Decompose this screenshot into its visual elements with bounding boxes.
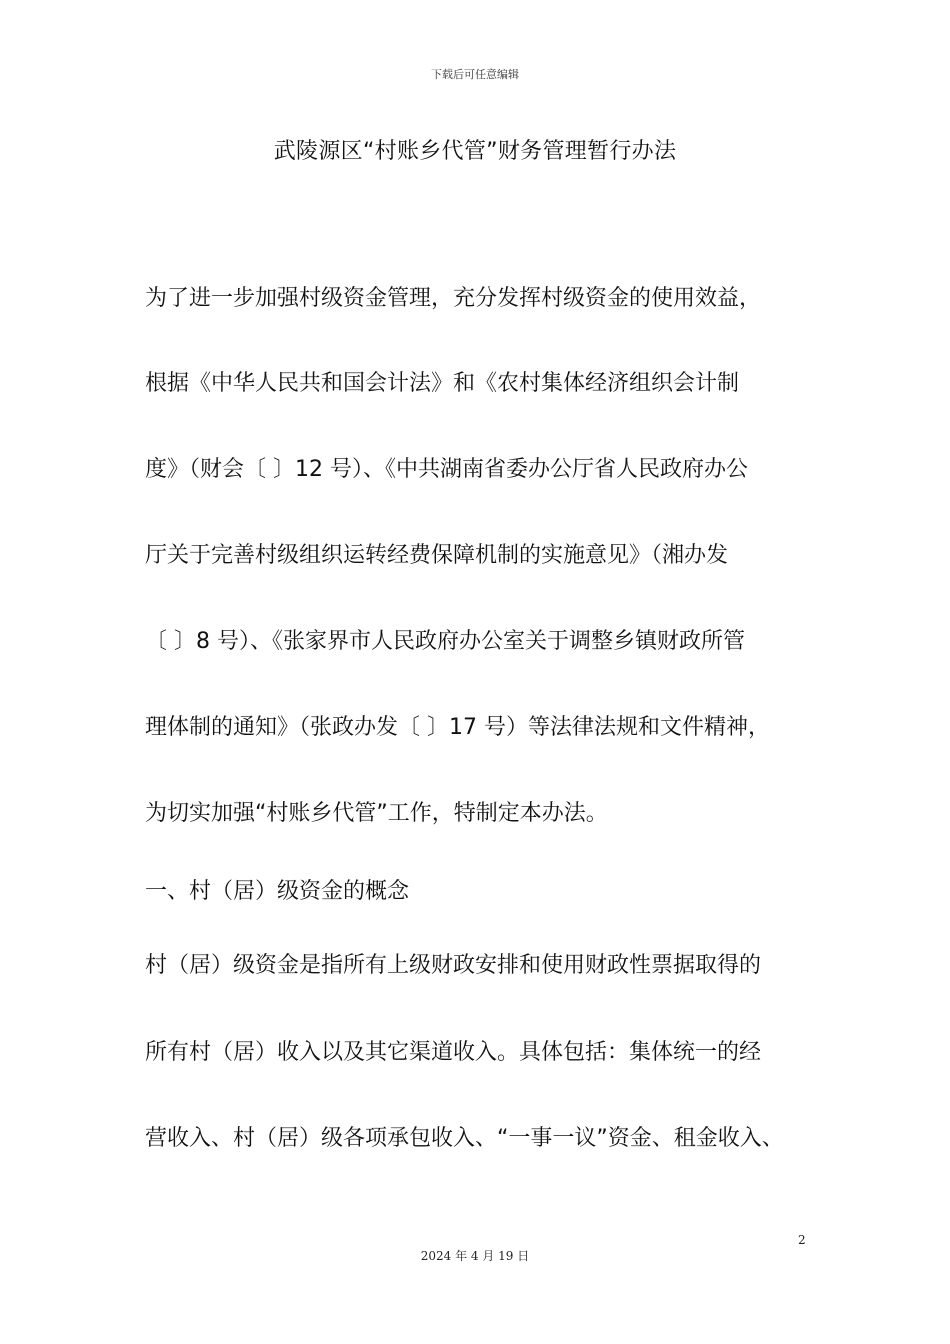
section-heading: 一、村（居）级资金的概念: [145, 879, 410, 904]
body-line-5: 〔 〕8 号）、《张家界市人民政府办公室关于调整乡镇财政所管: [145, 629, 745, 654]
body-line-3: 度》（财会〔 〕12 号）、《中共湖南省委办公厅省人民政府办公: [145, 457, 748, 482]
body-line-1: 为了进一步加强村级资金管理，充分发挥村级资金的使用效益，: [145, 286, 762, 311]
body-line-7: 为切实加强“村账乡代管”工作，特制定本办法。: [145, 801, 608, 826]
page-number: 2: [798, 1233, 806, 1247]
footer-date: 2024 年 4 月 19 日: [420, 1249, 530, 1263]
body-line-9: 村（居）级资金是指所有上级财政安排和使用财政性票据取得的: [145, 953, 762, 978]
document-title: 武陵源区“村账乡代管”财务管理暂行办法: [273, 139, 677, 164]
body-line-4: 厅关于完善村级组织运转经费保障机制的实施意见》（湘办发: [145, 543, 729, 568]
body-line-6: 理体制的通知》（张政办发〔 〕17 号）等法律法规和文件精神，: [145, 715, 770, 740]
body-line-10: 所有村（居）收入以及其它渠道收入。具体包括：集体统一的经: [145, 1040, 762, 1065]
header-note: 下载后可任意编辑: [431, 68, 519, 81]
body-line-11: 营收入、村（居）级各项承包收入、“一事一议”资金、租金收入、: [145, 1126, 784, 1151]
body-line-2: 根据《中华人民共和国会计法》和《农村集体经济组织会计制: [145, 371, 740, 396]
